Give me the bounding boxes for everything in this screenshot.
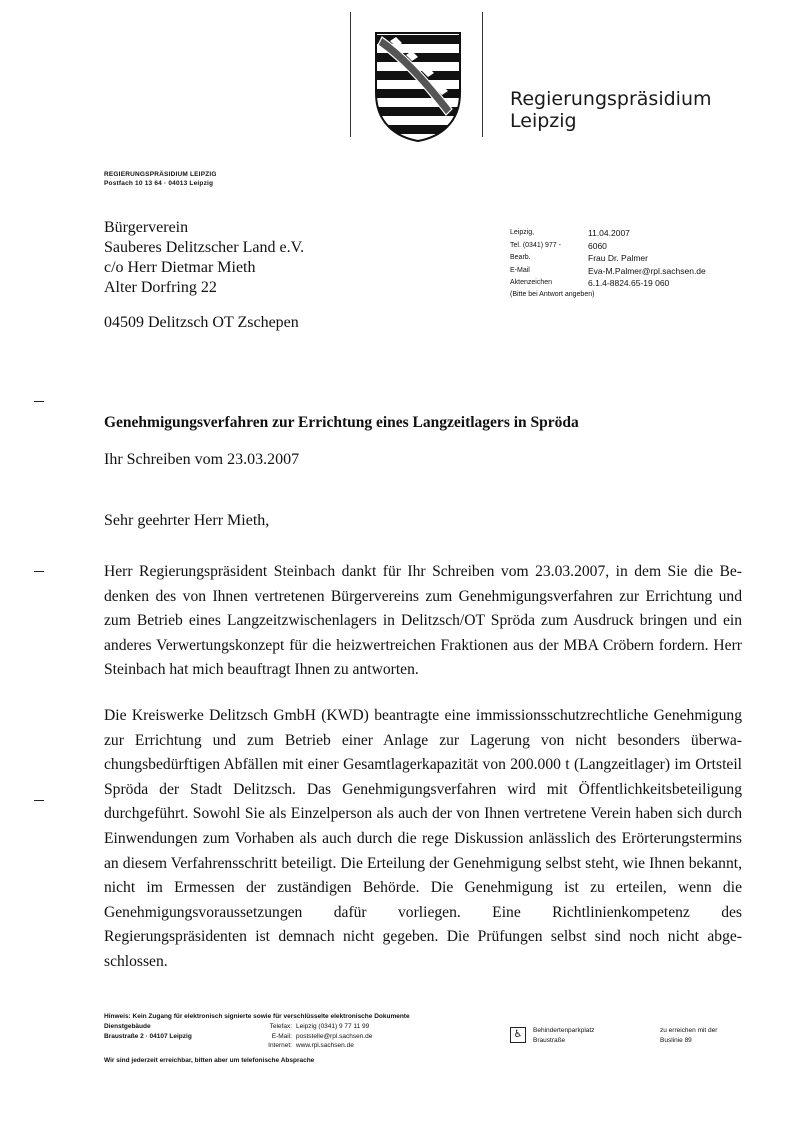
- footer-bus-line1: zu erreichen mit der: [660, 1027, 718, 1034]
- meta-tel-label: Tel. (0341) 977 -: [510, 241, 561, 249]
- letterhead-divider-right: [482, 12, 483, 137]
- meta-aktz-label: Aktenzeichen: [510, 279, 553, 286]
- meta-bearb-label: Bearb.: [510, 254, 531, 261]
- saxony-coat-of-arms-logo: [372, 31, 464, 143]
- meta-aktz: 6.1.4-8824.65-19 060: [588, 278, 670, 288]
- wheelchair-icon: ♿: [510, 1027, 526, 1043]
- sender-return-address: [104, 170, 217, 188]
- fold-mark-top: [34, 401, 44, 402]
- footer-telefax-row: [256, 1022, 372, 1032]
- authority-name: [510, 88, 712, 132]
- meta-tel-row: [510, 240, 706, 253]
- authority-name-line1: Regierungspräsidium: [510, 88, 712, 110]
- footer-telefax: Leipzig (0341) 9 77 11 99: [296, 1023, 370, 1030]
- meta-date: 11.04.2007: [588, 228, 630, 238]
- body-paragraph-2: Die Kreiswerke Delitzsch GmbH (KWD) beantragte eine immissionsschutzrechtliche Genehmigung zur Errichtung und zum Betrieb einer Anlage zur Lagerung von nicht besonders überwachungsbedürftigen Abfällen mit einer Gesamtlagerkapazität von 200.000 t (Langzeitlager) im Ortsteil Spröda der Stadt Delitzsch. Das Genehmigungsverfahren wird mit Öffentlichkeitsbeteiligung durchgeführt. Sowohl Sie als Einzelperson als auch der von Ihnen vertretene Verein haben sich durch Einwendungen zum Vorhaben als auch durch die rege Diskussion anlässlich des Erörterungstermins an diesem Verfahrensschritt beteiligt. Die Erteilung der Genehmigung selbst steht, wie Ihnen bekannt, nicht im Ermessen der zuständigen Behörde. Die Genehmigung ist zu erteilen, wenn die Genehmigungsvoraussetzungen dafür vorliegen. Eine Richtlinienkompetenz des Regierungspräsidenten ist demnach nicht gegeben. Die Prüfungen selbst sind noch nicht abgeschlossen.: [104, 707, 742, 970]
- recipient-line1: Bürgerverein: [104, 219, 189, 236]
- fold-mark-bottom: [34, 800, 44, 801]
- meta-email: Eva-M.Palmer@rpl.sachsen.de: [588, 265, 706, 276]
- footer-reachability: Wir sind jederzeit erreichbar, bitten aber um telefonische Absprache: [104, 1057, 315, 1064]
- footer-email-row: [256, 1032, 372, 1042]
- recipient-line2: Sauberes Delitzscher Land e.V.: [104, 239, 305, 256]
- footer-parking: [533, 1026, 594, 1045]
- footer-parking-line2: Braustraße: [533, 1036, 566, 1044]
- recipient-address: [104, 218, 304, 333]
- letterhead-divider-left: [350, 12, 351, 137]
- sender-line1: REGIERUNGSPRÄSIDIUM LEIPZIG: [104, 171, 217, 178]
- footer-address: Braustraße 2 · 04107 Leipzig: [104, 1032, 192, 1040]
- letter-subject: Genehmigungsverfahren zur Errichtung eines Langzeitlagers in Spröda: [104, 414, 579, 431]
- sender-line2: Postfach 10 13 64 · 04013 Leipzig: [104, 180, 214, 187]
- footer-building-label: Dienstgebäude: [104, 1023, 151, 1030]
- footer-email-label: E-Mail:: [271, 1032, 292, 1040]
- meta-bearb: Frau Dr. Palmer: [588, 253, 648, 263]
- recipient-line4: Alter Dorfring 22: [104, 279, 217, 296]
- footer-telefax-label: Telefax:: [269, 1023, 292, 1030]
- footer-email: poststelle@rpl.sachsen.de: [296, 1032, 373, 1040]
- footer-bus-line2: Buslinie 89: [660, 1036, 692, 1044]
- footer-bus: [660, 1026, 717, 1045]
- body-paragraph-1: Herr Regierungspräsident Steinbach dankt für Ihr Schreiben vom 23.03.2007, in dem Sie die Bedenken des von Ihnen vertretenen Bürgervereins zum Genehmigungsverfahren zur Errichtung und zum Betrieb eines Langzeitzwischenlagers in Delitzsch/OT Spröda zum Ausdruck bringen und ein anderes Verwertungskonzept für die heizwertreichen Fraktionen aus der MBA Cröbern fordern. Herr Steinbach hat mich beauftragt Ihnen zu antworten.: [104, 563, 742, 679]
- meta-place-label: Leipzig,: [510, 229, 535, 236]
- recipient-city: 04509 Delitzsch OT Zschepen: [104, 314, 299, 331]
- footer-contact: [256, 1022, 372, 1051]
- meta-bearb-row: [510, 252, 706, 265]
- letter-meta-block: [510, 227, 706, 299]
- recipient-line3: c/o Herr Dietmar Mieth: [104, 259, 256, 276]
- footer-building: [104, 1022, 192, 1041]
- meta-date-row: [510, 227, 706, 240]
- footer-hint: Hinweis: Kein Zugang für elektronisch signierte sowie für verschlüsselte elektronische Dokumente: [104, 1013, 410, 1020]
- meta-email-label: E-Mail: [510, 266, 530, 274]
- footer-internet: www.rpl.sachsen.de: [296, 1042, 354, 1049]
- letter-salutation: Sehr geehrter Herr Mieth,: [104, 512, 270, 529]
- meta-tel-ext: 6060: [588, 240, 607, 251]
- meta-aktz-note: (Bitte bei Antwort angeben): [510, 290, 595, 298]
- meta-aktz-row: [510, 277, 706, 290]
- footer-parking-line1: Behindertenparkplatz: [533, 1027, 595, 1034]
- authority-name-line2: Leipzig: [510, 110, 577, 132]
- meta-email-row: [510, 265, 706, 278]
- footer-internet-label: Internet:: [268, 1042, 292, 1049]
- fold-mark-middle: [34, 571, 44, 572]
- letter-reference: Ihr Schreiben vom 23.03.2007: [104, 451, 300, 468]
- footer-internet-row: [256, 1041, 372, 1051]
